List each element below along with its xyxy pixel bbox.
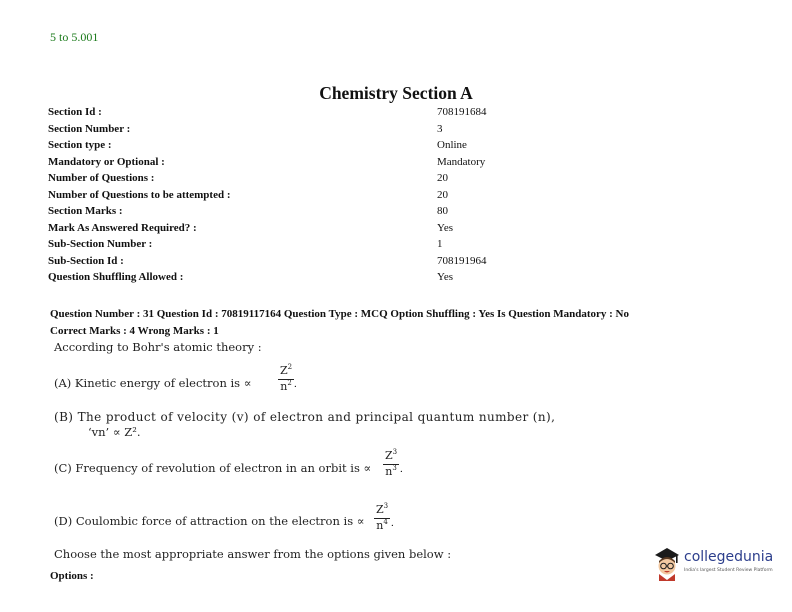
- options-label: Options :: [50, 570, 94, 582]
- section-title: Chemistry Section A: [319, 83, 473, 103]
- page-range: 5 to 5.001: [50, 30, 99, 44]
- meta-value: Online: [437, 139, 467, 151]
- numerator-exponent: 3: [383, 502, 389, 510]
- meta-value: 20: [437, 188, 448, 201]
- meta-row: [48, 238, 748, 255]
- mascot-icon: [652, 543, 682, 581]
- meta-value: 20: [437, 172, 448, 184]
- meta-label: Mandatory or Optional :: [48, 155, 165, 168]
- meta-value: 80: [437, 205, 448, 217]
- question-marks-line: Correct Marks : 4 Wrong Marks : 1: [50, 324, 219, 337]
- collegedunia-logo: [652, 543, 778, 583]
- denominator-var: n: [376, 519, 384, 532]
- option-c-fraction: [383, 450, 399, 479]
- denominator-exponent: 3: [392, 464, 397, 472]
- meta-row: [48, 271, 748, 288]
- brand-tagline: India's largest Student Review Platform: [684, 568, 773, 573]
- period: .: [391, 517, 394, 529]
- meta-label: Question Shuffling Allowed :: [48, 271, 184, 283]
- fraction-numerator: [278, 365, 294, 378]
- numerator-var: Z: [279, 364, 288, 377]
- meta-label: Section Id :: [48, 106, 102, 118]
- fraction-denominator: [278, 381, 294, 394]
- meta-row: [48, 222, 748, 239]
- meta-value: 1: [437, 238, 443, 250]
- meta-value: 708191684: [437, 106, 487, 118]
- meta-value: Yes: [437, 221, 454, 234]
- fraction-numerator: [374, 504, 390, 517]
- meta-row: [48, 156, 748, 173]
- meta-row: [48, 205, 748, 222]
- denominator-var: n: [385, 465, 393, 478]
- numerator-var: Z: [384, 449, 393, 462]
- period: .: [294, 378, 297, 390]
- meta-row: [48, 189, 748, 206]
- option-a-text: (A) Kinetic energy of electron is ∝: [54, 376, 252, 390]
- numerator-var: Z: [375, 503, 384, 516]
- meta-label: Number of Questions to be attempted :: [48, 188, 231, 201]
- meta-label: Mark As Answered Required? :: [48, 221, 197, 234]
- option-d-text: (D) Coulombic force of attraction on the electron is ∝: [54, 514, 365, 528]
- brand-name: collegedunia: [684, 549, 774, 565]
- meta-label: Sub-Section Number :: [48, 238, 153, 250]
- meta-value: Mandatory: [437, 155, 486, 168]
- option-c-text: (C) Frequency of revolution of electron in an orbit is ∝: [54, 461, 372, 475]
- numerator-exponent: 3: [392, 448, 398, 456]
- question-meta-line: Question Number : 31 Question Id : 70819117164 Question Type : MCQ Option Shuffling : Yes Is Question Mandatory : No: [50, 308, 629, 320]
- meta-label: Sub-Section Id :: [48, 254, 124, 267]
- meta-value: 3: [437, 122, 443, 135]
- question-header: [50, 306, 629, 339]
- denominator-var: n: [280, 380, 288, 393]
- denominator-exponent: 2: [287, 379, 292, 387]
- numerator-exponent: 2: [287, 363, 293, 371]
- meta-value: Yes: [437, 271, 454, 283]
- section-meta-table: [48, 106, 748, 288]
- instruction-text: Choose the most appropriate answer from the options given below :: [54, 547, 452, 561]
- meta-label: Section type :: [48, 139, 112, 151]
- period: .: [400, 463, 403, 475]
- fraction-numerator: [383, 450, 399, 463]
- meta-value: 708191964: [437, 254, 487, 267]
- meta-row: [48, 139, 748, 156]
- meta-row: [48, 172, 748, 189]
- meta-row: [48, 106, 748, 123]
- option-b-text-cont: ‘vn’ ∝ Z².: [88, 425, 141, 439]
- option-b-text: (B) The product of velocity (v) of electron and principal quantum number (n),: [54, 410, 556, 424]
- meta-label: Number of Questions :: [48, 172, 155, 184]
- meta-row: [48, 123, 748, 140]
- option-a-fraction: [278, 365, 294, 394]
- fraction-denominator: [374, 520, 390, 533]
- fraction-denominator: [383, 466, 399, 479]
- meta-label: Section Number :: [48, 122, 131, 135]
- option-d-fraction: [374, 504, 390, 533]
- denominator-exponent: 4: [383, 518, 388, 526]
- meta-label: Section Marks :: [48, 205, 123, 217]
- question-stem: According to Bohr's atomic theory :: [54, 340, 262, 354]
- meta-row: [48, 255, 748, 272]
